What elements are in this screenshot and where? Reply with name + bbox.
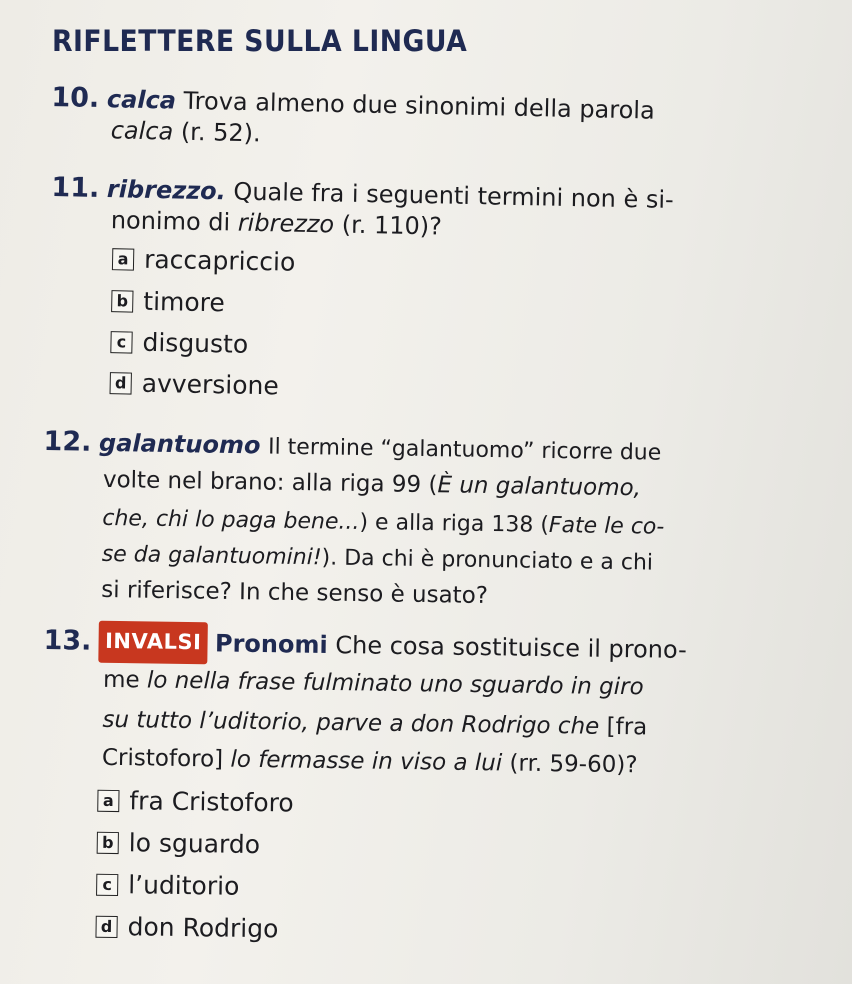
option-letter-box: c	[96, 873, 118, 895]
question-11	[51, 160, 832, 401]
option-text: disgusto	[142, 327, 249, 359]
option-d[interactable]	[109, 363, 279, 405]
question-text: Il termine “galantuomo” ricorre due	[267, 434, 662, 466]
question-text-italic: lo nella frase fulminato uno sguardo in giro	[146, 667, 644, 701]
invalsi-badge: INVALSI	[99, 621, 208, 665]
question-text: (rr. 59-60)?	[509, 750, 638, 779]
question-10	[51, 70, 832, 148]
question-text-italic: È un galantuomo,	[437, 472, 642, 502]
option-text: l’uditorio	[127, 870, 240, 901]
question-keyword: calca	[106, 85, 177, 115]
question-text: si riferisce? In che senso è usato?	[101, 576, 489, 609]
option-letter-box: a	[97, 789, 119, 811]
question-text: (r. 110)?	[341, 210, 443, 241]
option-letter-box: b	[97, 831, 119, 853]
option-d[interactable]	[95, 907, 278, 949]
option-b[interactable]	[97, 823, 261, 864]
question-text-italic: su tutto l’uditorio, parve a don Rodrigo che	[102, 706, 600, 740]
question-number: 11.	[51, 171, 100, 204]
option-text: avversione	[141, 368, 280, 401]
option-c[interactable]	[110, 322, 248, 364]
question-text: (r. 52).	[180, 117, 261, 148]
option-letter-box: b	[111, 290, 133, 312]
option-a[interactable]	[97, 781, 294, 823]
question-text: ) e alla riga 138 (	[359, 509, 550, 538]
option-letter-box: a	[112, 248, 134, 270]
option-a[interactable]	[112, 239, 296, 282]
question-text: Che cosa sostituisce il prono-	[335, 631, 687, 664]
question-text-italic: Fate le co-	[548, 512, 665, 540]
question-text: volte nel brano: alla riga 99 (	[102, 466, 438, 499]
question-text: Trova almeno due sinonimi della parola	[183, 86, 655, 125]
option-text: don Rodrigo	[127, 912, 279, 944]
question-keyword: ribrezzo.	[106, 175, 227, 206]
option-letter-box: d	[110, 372, 132, 394]
question-text: me	[102, 666, 140, 694]
option-c[interactable]	[96, 865, 240, 906]
option-letter-box: d	[95, 915, 117, 937]
question-topic: Pronomi	[214, 629, 328, 659]
question-text: Cristoforo]	[101, 744, 224, 773]
option-text: timore	[143, 286, 226, 318]
question-text-italic: ribrezzo	[237, 208, 335, 239]
question-12	[43, 414, 834, 609]
option-letter-box: c	[110, 331, 132, 353]
question-text-italic: se da galantuomini!	[101, 541, 322, 571]
question-number: 12.	[43, 425, 92, 458]
question-text-italic: che, chi lo paga bene...	[102, 505, 360, 535]
question-text-italic: lo fermasse in viso a lui	[230, 746, 503, 777]
question-text: Quale fra i seguenti termini non è si-	[233, 177, 675, 214]
question-text: ). Da chi è pronunciato e a chi	[321, 545, 654, 576]
option-text: fra Cristoforo	[129, 786, 294, 818]
question-text: nonimo di	[110, 206, 231, 237]
option-text: lo sguardo	[128, 828, 261, 860]
question-text-italic: calca	[110, 116, 174, 146]
option-b[interactable]	[111, 281, 225, 322]
option-text: raccapriccio	[143, 244, 296, 277]
question-number: 10.	[51, 81, 100, 114]
question-text: [fra	[606, 713, 648, 741]
question-keyword: galantuomo	[98, 428, 261, 460]
question-number: 13.	[43, 624, 92, 657]
section-title: RIFLETTERE SULLA LINGUA	[52, 24, 468, 58]
